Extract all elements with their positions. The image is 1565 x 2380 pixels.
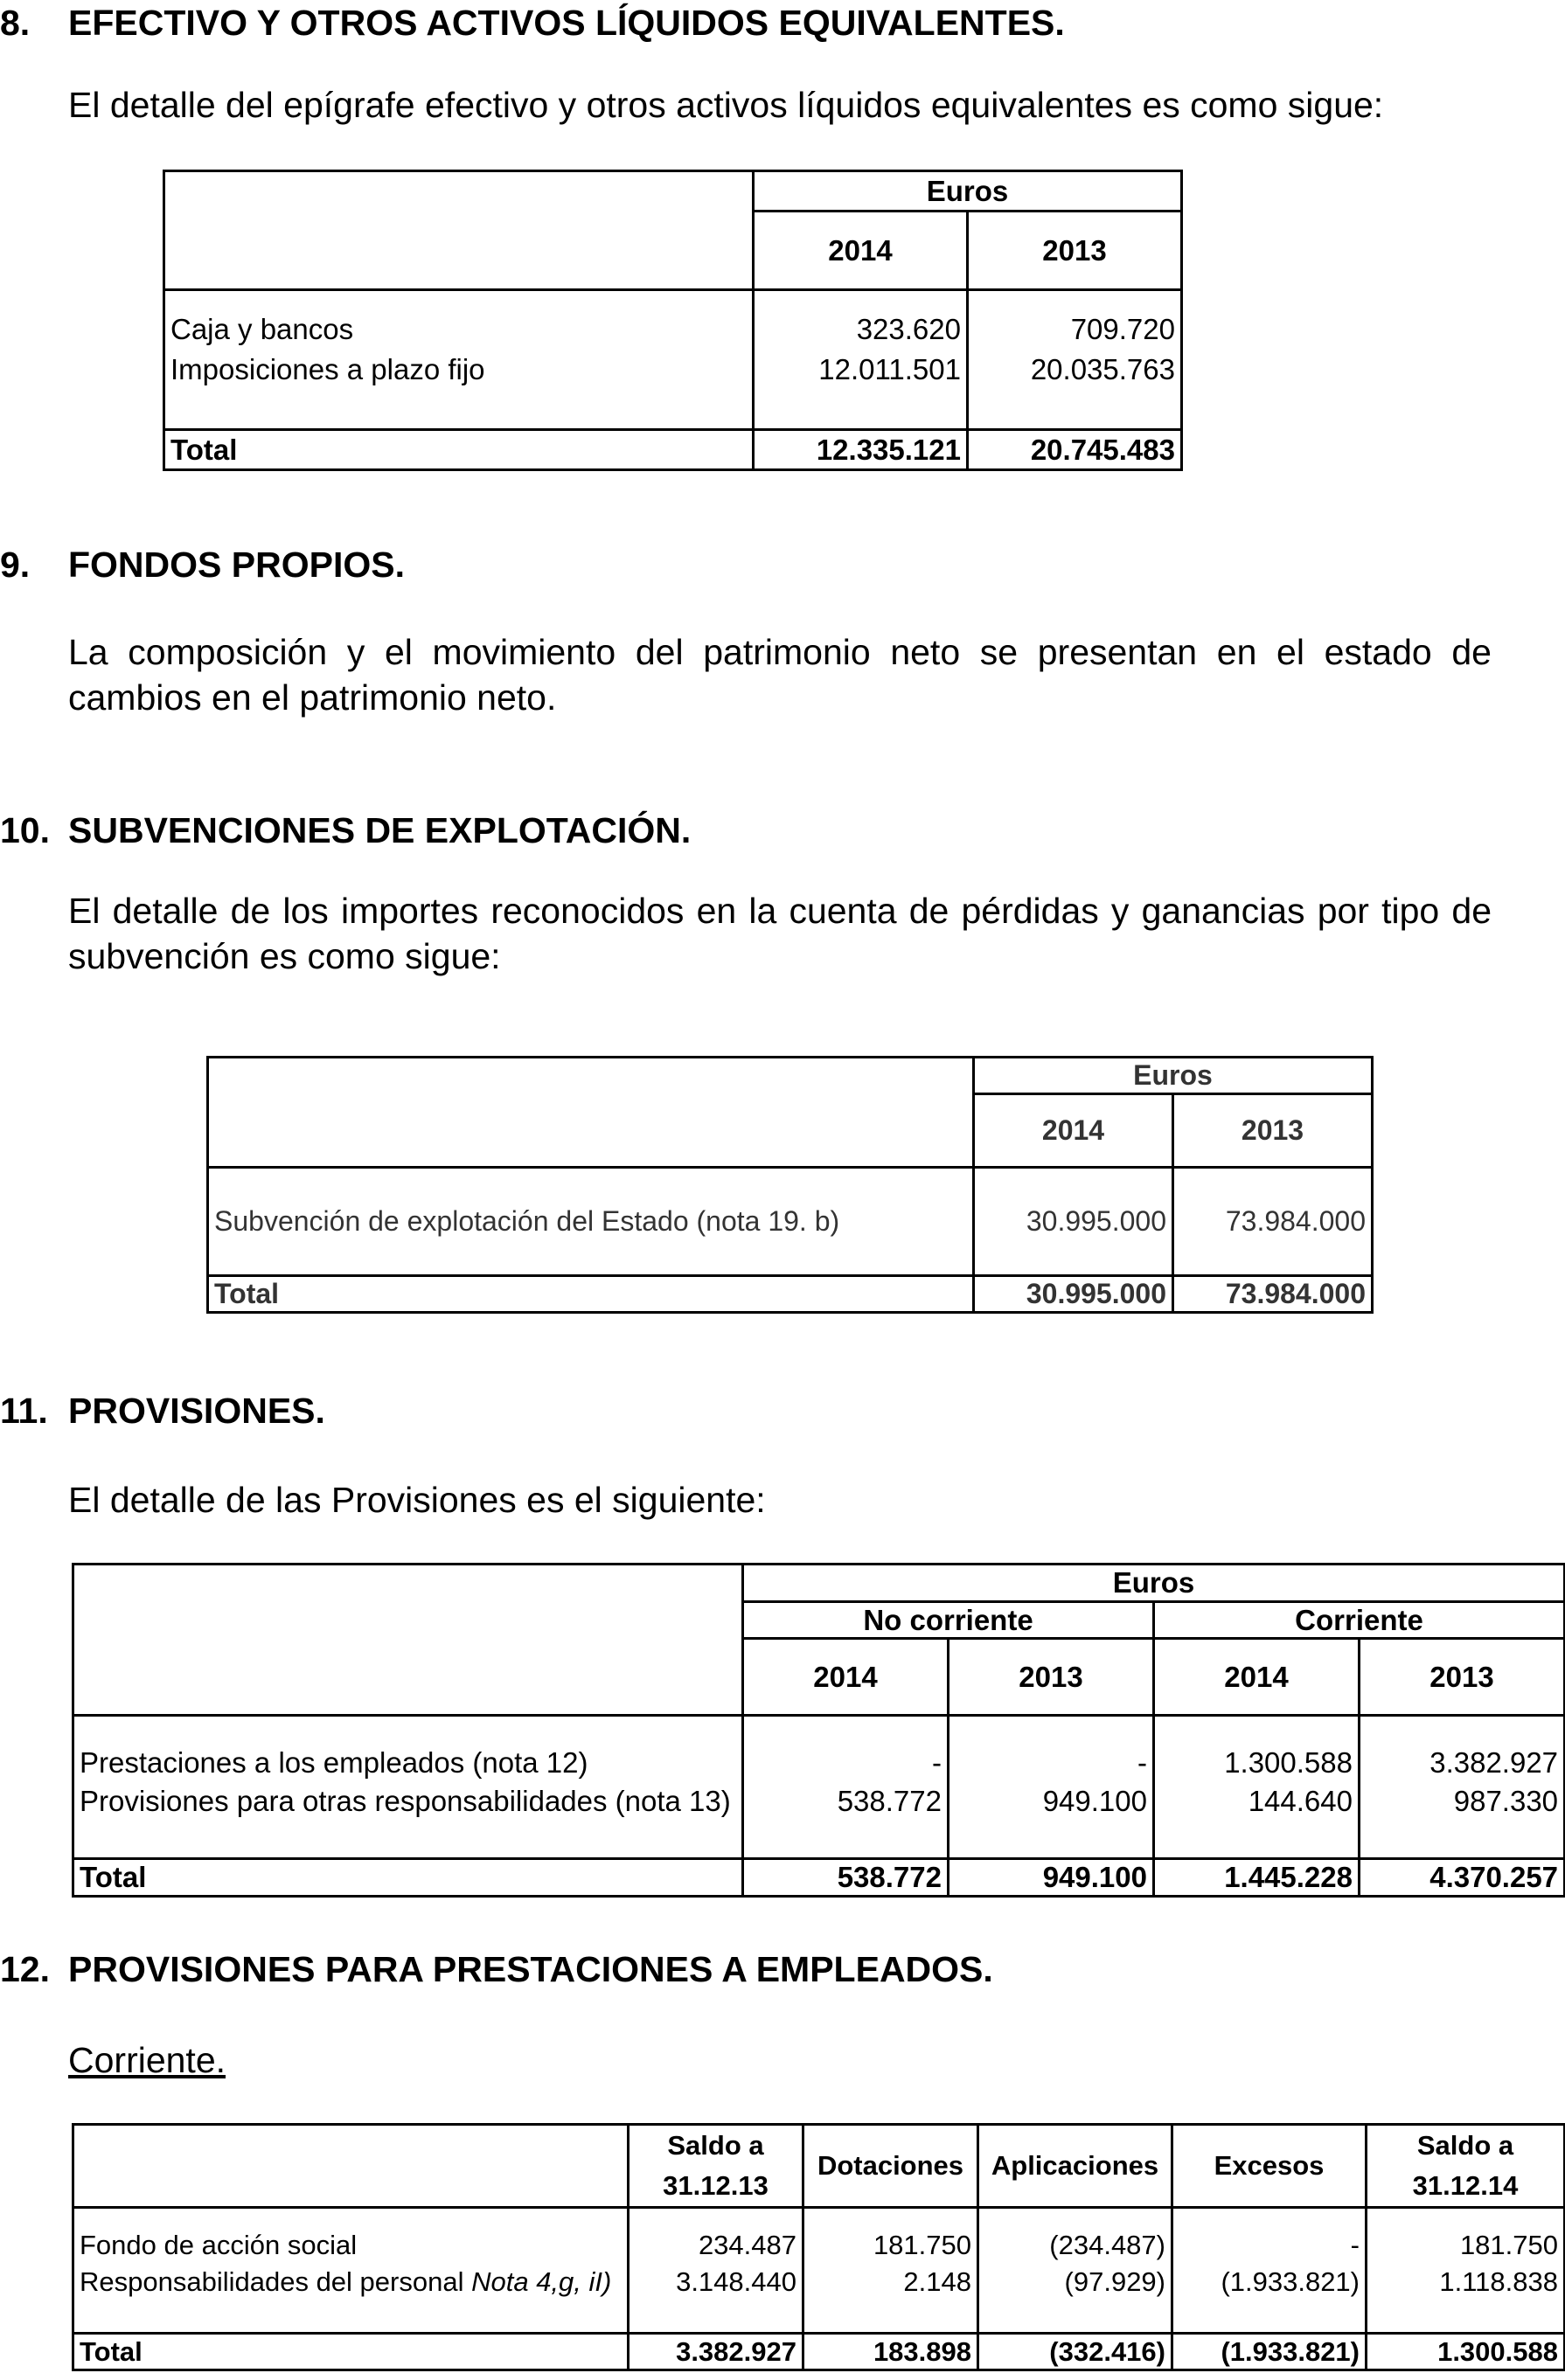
- cell-value: 709.720: [968, 309, 1182, 350]
- row-label: [73, 2264, 629, 2300]
- total-label: Total: [208, 1276, 974, 1313]
- row-label: Imposiciones a plazo fijo: [164, 350, 754, 390]
- total-value: 183.898: [803, 2334, 978, 2370]
- total-value: 30.995.000: [974, 1276, 1173, 1313]
- section-number: 8.: [0, 3, 31, 43]
- total-value: 538.772: [743, 1859, 949, 1897]
- header-blank: [208, 1058, 974, 1168]
- year-header: 2013: [968, 212, 1182, 290]
- header-blank: [73, 2125, 629, 2208]
- year-header: 2013: [1360, 1639, 1565, 1716]
- cell-value: 987.330: [1360, 1782, 1565, 1821]
- total-label: Total: [73, 2334, 629, 2370]
- unit-header: Euros: [974, 1058, 1373, 1094]
- header-saldo-inicial: [629, 2125, 803, 2208]
- group-header-non-current: No corriente: [743, 1601, 1154, 1639]
- cell-value: 73.984.000: [1173, 1168, 1373, 1276]
- section-8-heading: [0, 5, 1065, 41]
- cell-value: -: [949, 1744, 1154, 1782]
- total-value: 20.745.483: [968, 430, 1182, 470]
- total-label: Total: [164, 430, 754, 470]
- cell-value: 3.382.927: [1360, 1744, 1565, 1782]
- header-saldo-final: [1367, 2125, 1565, 2208]
- year-header: 2013: [949, 1639, 1154, 1716]
- cell-value: 30.995.000: [974, 1168, 1173, 1276]
- total-value: 73.984.000: [1173, 1276, 1373, 1313]
- row-label: Prestaciones a los empleados (nota 12): [73, 1744, 743, 1782]
- section-10-text: El detalle de los importes reconocidos en la cuenta de pérdidas y ganancias por tipo de subvención es como sigue:: [68, 891, 1492, 976]
- cell-value: 323.620: [754, 309, 968, 350]
- employee-provisions-table: [72, 2123, 1565, 2371]
- header-line: 31.12.14: [1412, 2170, 1519, 2201]
- year-header: 2014: [754, 212, 968, 290]
- row-label-text: Responsabilidades del personal: [80, 2266, 464, 2297]
- section-title: PROVISIONES PARA PRESTACIONES A EMPLEADOS.: [68, 1949, 993, 1989]
- year-header: 2014: [743, 1639, 949, 1716]
- section-12-subtitle: Corriente.: [68, 2040, 226, 2080]
- header-blank: [164, 171, 754, 290]
- cell-value: 1.300.588: [1154, 1744, 1360, 1782]
- section-10-heading: [0, 810, 692, 850]
- cell-value: (97.929): [978, 2264, 1172, 2300]
- total-value: 4.370.257: [1360, 1859, 1565, 1897]
- header-line: Saldo a: [667, 2130, 764, 2161]
- section-number: 12.: [0, 1949, 50, 1989]
- cash-table: [163, 170, 1183, 471]
- row-note: Nota 4,g, iI): [471, 2266, 612, 2297]
- section-11-heading: [0, 1393, 325, 1429]
- total-value: 3.382.927: [629, 2334, 803, 2370]
- total-value: (1.933.821): [1172, 2334, 1367, 2370]
- section-title: EFECTIVO Y OTROS ACTIVOS LÍQUIDOS EQUIVALENTES.: [68, 3, 1065, 43]
- cell-value: 538.772: [743, 1782, 949, 1821]
- cell-value: 2.148: [803, 2264, 978, 2300]
- section-title: SUBVENCIONES DE EXPLOTACIÓN.: [68, 810, 692, 850]
- unit-header: Euros: [743, 1565, 1565, 1602]
- section-11-text: El detalle de las Provisiones es el siguiente:: [68, 1480, 766, 1520]
- total-value: 949.100: [949, 1859, 1154, 1897]
- row-label: Fondo de acción social: [73, 2227, 629, 2264]
- cell-value: 949.100: [949, 1782, 1154, 1821]
- section-number: 11.: [0, 1391, 48, 1431]
- section-9-heading: [0, 547, 405, 583]
- cell-value: (234.487): [978, 2227, 1172, 2264]
- cell-value: 181.750: [1367, 2227, 1565, 2264]
- total-value: 12.335.121: [754, 430, 968, 470]
- row-label: Caja y bancos: [164, 309, 754, 350]
- provisions-table: [72, 1563, 1565, 1898]
- cell-value: -: [1172, 2227, 1367, 2264]
- section-9-text: La composición y el movimiento del patrimonio neto se presentan en el estado de cambios en el patrimonio neto.: [68, 632, 1492, 718]
- year-header: 2014: [974, 1094, 1173, 1168]
- section-title: FONDOS PROPIOS.: [68, 545, 405, 585]
- total-value: 1.445.228: [1154, 1859, 1360, 1897]
- header-line: 31.12.13: [663, 2170, 769, 2201]
- cell-value: (1.933.821): [1172, 2264, 1367, 2300]
- group-header-current: Corriente: [1154, 1601, 1565, 1639]
- subsidy-table: [206, 1056, 1374, 1314]
- section-title: PROVISIONES.: [68, 1391, 325, 1431]
- row-label: Provisiones para otras responsabilidades (nota 13): [73, 1782, 743, 1821]
- cell-value: -: [743, 1744, 949, 1782]
- header-aplicaciones: Aplicaciones: [978, 2125, 1172, 2208]
- cell-value: 144.640: [1154, 1782, 1360, 1821]
- header-blank: [73, 1565, 743, 1716]
- section-number: 9.: [0, 545, 31, 585]
- section-number: 10.: [0, 810, 50, 850]
- section-8-text: El detalle del epígrafe efectivo y otros activos líquidos equivalentes es como sigue:: [68, 85, 1384, 125]
- unit-header: Euros: [754, 171, 1182, 212]
- total-value: (332.416): [978, 2334, 1172, 2370]
- header-excesos: Excesos: [1172, 2125, 1367, 2208]
- cell-value: 3.148.440: [629, 2264, 803, 2300]
- cell-value: 20.035.763: [968, 350, 1182, 390]
- header-line: Saldo a: [1416, 2130, 1514, 2161]
- header-dotaciones: Dotaciones: [803, 2125, 978, 2208]
- section-12-heading: [0, 1949, 993, 1989]
- cell-value: 181.750: [803, 2227, 978, 2264]
- year-header: 2013: [1173, 1094, 1373, 1168]
- cell-value: 234.487: [629, 2227, 803, 2264]
- row-label: Subvención de explotación del Estado (nota 19. b): [208, 1168, 974, 1276]
- total-label: Total: [73, 1859, 743, 1897]
- year-header: 2014: [1154, 1639, 1360, 1716]
- cell-value: 12.011.501: [754, 350, 968, 390]
- total-value: 1.300.588: [1367, 2334, 1565, 2370]
- cell-value: 1.118.838: [1367, 2264, 1565, 2300]
